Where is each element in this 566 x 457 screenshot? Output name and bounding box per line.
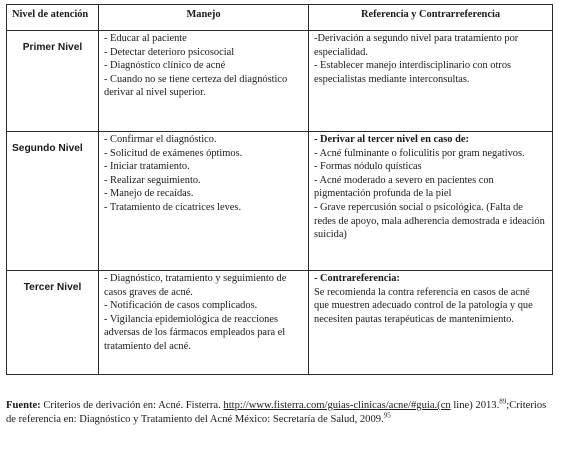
list-item: - Establecer manejo interdisciplinario con otros especialistas mediante interconsultas.: [314, 60, 512, 85]
referencia-cell: [309, 132, 553, 271]
list-item: - Grave repercusión social o psicológica. (Falta de redes de apoyo, mala adherencia demostrada e ideación suicida): [314, 201, 545, 241]
list-item: - Detectar deterioro psicosocial: [104, 46, 235, 58]
source-text: Criterios de derivación en: Acné. Fisterra.: [40, 400, 224, 411]
list-item: - Tratamiento de cicatrices leves.: [104, 201, 242, 213]
source-text: ;Criterios de referencia en: Diagnóstico y Tratamiento del Acné México: Secretaría de Salud, 2009.: [6, 400, 547, 425]
column-header-manejo: Manejo: [99, 5, 309, 31]
source-label: Fuente:: [6, 400, 41, 411]
source-link[interactable]: http://www.fisterra.com/guias-clinicas/acne/#guia.(cn: [223, 400, 451, 411]
list-item: - Manejo de recaídas.: [104, 188, 194, 200]
manejo-cell: [99, 132, 309, 271]
source-footnote: [6, 399, 554, 427]
list-item: - Diagnóstico clínico de acné: [104, 60, 226, 72]
list-item: - Cuando no se tiene certeza del diagnóstico derivar al nivel superior.: [104, 73, 288, 99]
table-header-row: [7, 5, 553, 31]
manejo-cell: [99, 271, 309, 375]
list-item: - Iniciar tratamiento.: [104, 161, 190, 173]
level-label: Tercer Nivel: [23, 282, 82, 293]
list-item: - Educar al paciente: [104, 33, 187, 44]
citation-number: 89: [499, 397, 507, 406]
level-cell: [7, 271, 99, 375]
list-item: - Acné moderado a severo en pacientes con pigmentación profunda de la piel: [314, 174, 494, 200]
level-cell: [7, 132, 99, 271]
source-text: line) 2013.: [450, 400, 500, 411]
referencia-heading: - Contrareferencia:: [314, 273, 400, 284]
list-item: -Derivación a segundo nivel para tratamiento por especialidad.: [314, 33, 519, 58]
table-row-tercer-nivel: [7, 271, 553, 375]
level-label: Segundo Nivel: [12, 143, 83, 154]
column-header-referencia: Referencia y Contrarreferencia: [309, 5, 553, 31]
list-item: - Solicitud de exámenes óptimos.: [104, 147, 243, 159]
level-label: Primer Nivel: [22, 42, 83, 53]
manejo-cell: [99, 31, 309, 132]
list-item: - Confirmar el diagnóstico.: [104, 134, 217, 145]
list-item: - Realizar seguimiento.: [104, 174, 201, 186]
list-item: - Formas nódulo quísticas: [314, 161, 422, 173]
referencia-heading: - Derivar al tercer nivel en caso de:: [314, 134, 469, 145]
list-item: - Vigilancia epidemiológica de reacciones adversas de los fármacos empleados para el tratamiento del acné.: [104, 313, 286, 352]
list-item: Se recomienda la contra referencia en casos de acné que muestren adecuado control de la patología y que necesiten pautas terapéuticas de mantenimiento.: [314, 286, 533, 325]
citation-number: 95: [383, 411, 391, 420]
list-item: - Acné fulminante o foliculitis por gram negativos.: [314, 147, 525, 159]
table-row-primer-nivel: [7, 31, 553, 132]
referencia-cell: [309, 271, 553, 375]
level-cell: [7, 31, 99, 132]
referral-criteria-table: [6, 4, 553, 375]
table-row-segundo-nivel: [7, 132, 553, 271]
column-header-nivel: Nivel de atención: [7, 5, 99, 31]
list-item: - Notificación de casos complicados.: [104, 300, 258, 312]
list-item: - Diagnóstico, tratamiento y seguimiento de casos graves de acné.: [104, 273, 287, 298]
referencia-cell: [309, 31, 553, 132]
